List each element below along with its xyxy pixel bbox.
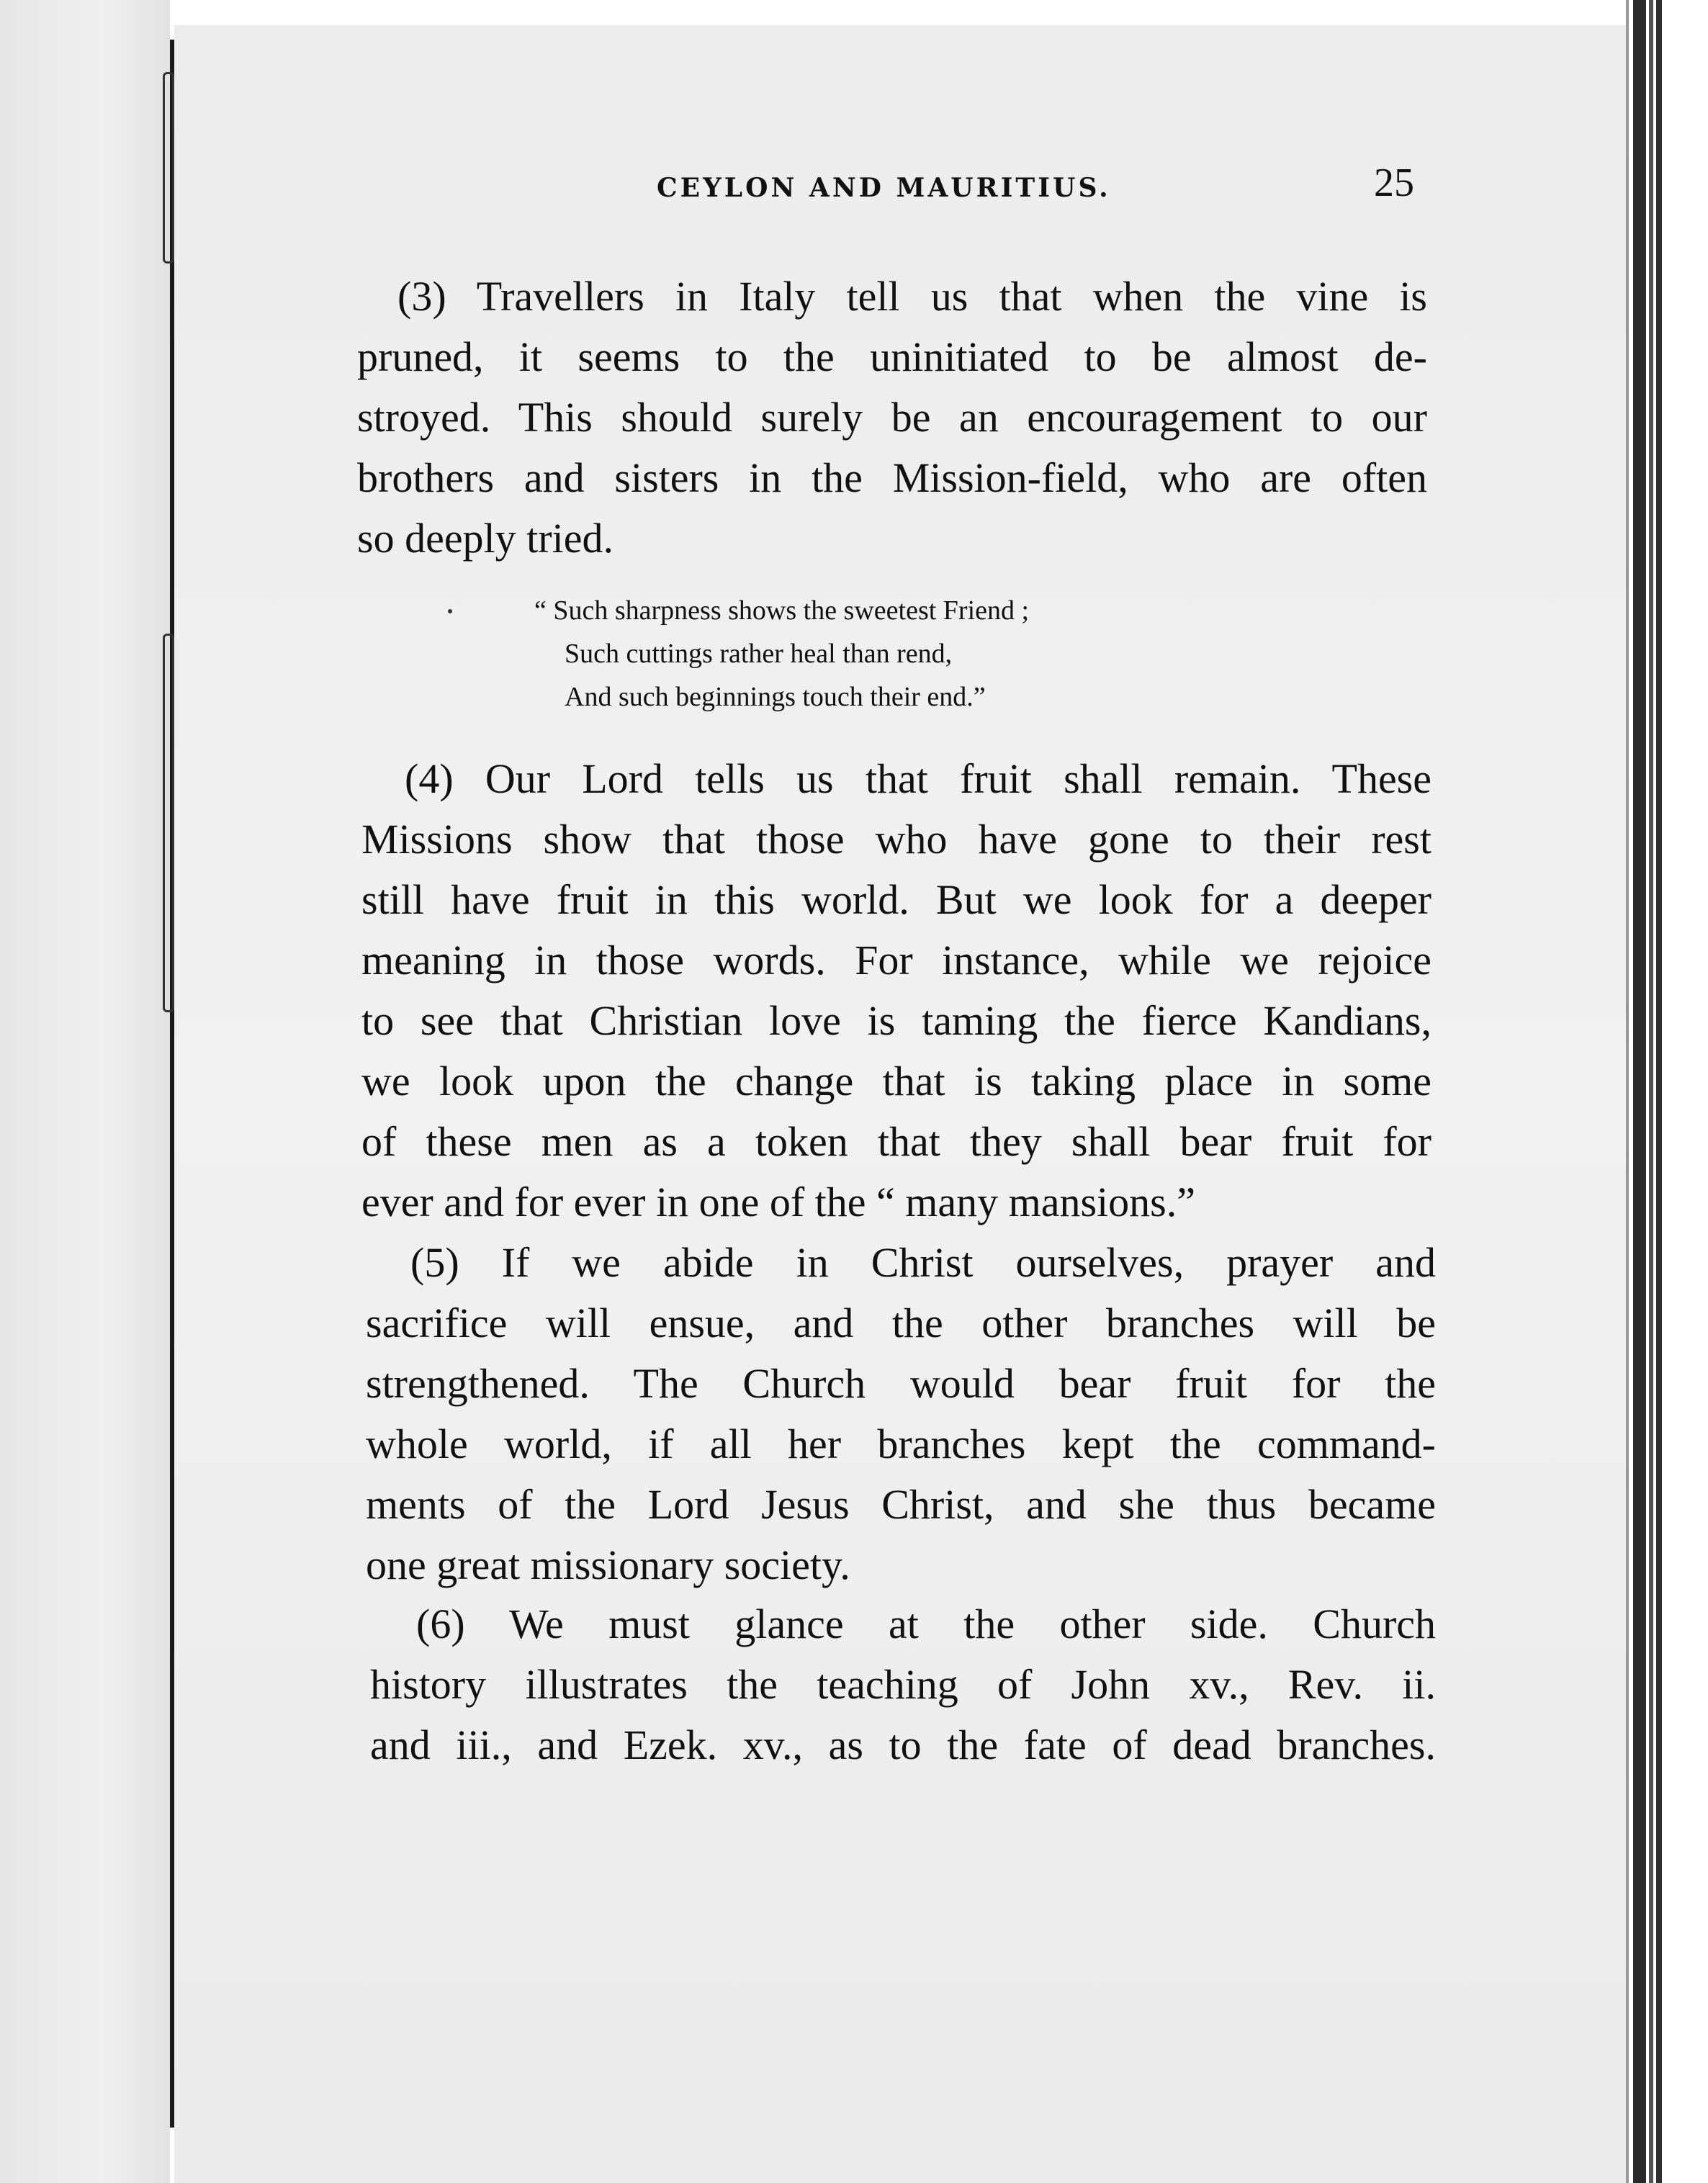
top-margin xyxy=(174,0,1626,25)
text-line: so deeply tried. xyxy=(357,515,613,562)
text-line: sacrifice will ensue, and the other branches will be xyxy=(366,1300,1436,1346)
verse-line: And such beginnings touch their end.” xyxy=(565,682,986,712)
paragraph-3 xyxy=(357,266,1427,569)
text-line: still have fruit in this world. But we look for a deeper xyxy=(361,876,1431,923)
text-line: brothers and sisters in the Mission-field, who are often xyxy=(357,454,1427,501)
page-edge-stripe xyxy=(1633,0,1646,2183)
page-number: 25 xyxy=(1374,161,1414,205)
running-title: CEYLON AND MAURITIUS. xyxy=(657,173,1111,203)
page-edge-stripe xyxy=(1656,0,1662,2183)
paragraph-5 xyxy=(366,1233,1436,1595)
text-line: (4) Our Lord tells us that fruit shall remain. These xyxy=(405,755,1431,802)
text-line: history illustrates the teaching of John xv., Rev. ii. xyxy=(370,1661,1436,1708)
text-line: to see that Christian love is taming the fierce Kandians, xyxy=(361,997,1431,1044)
verse-line: Such cuttings rather heal than rend, xyxy=(565,639,953,669)
verse-line: “ Such sharpness shows the sweetest Friend ; xyxy=(534,595,1030,626)
text-line: Missions show that those who have gone to their rest xyxy=(361,816,1431,863)
text-line: ments of the Lord Jesus Christ, and she thus became xyxy=(366,1481,1436,1528)
text-line: and iii., and Ezek. xv., as to the fate of dead branches. xyxy=(370,1721,1436,1768)
text-line: whole world, if all her branches kept the command- xyxy=(366,1421,1436,1467)
text-line: (3) Travellers in Italy tell us that when the vine is xyxy=(397,273,1427,320)
page-edge-stripe xyxy=(1626,0,1629,2183)
text-line: ever and for ever in one of the “ many mansions.” xyxy=(361,1179,1195,1225)
binding-thread xyxy=(163,634,174,1012)
speck xyxy=(448,609,452,613)
page-edge-stripe xyxy=(1649,0,1653,2183)
text-line: (6) We must glance at the other side. Church xyxy=(416,1601,1436,1647)
text-line: meaning in those words. For instance, while we rejoice xyxy=(361,937,1431,984)
text-line: strengthened. The Church would bear fruit for the xyxy=(366,1360,1436,1407)
text-line: stroyed. This should surely be an encouragement to our xyxy=(357,394,1427,441)
text-line: of these men as a token that they shall bear fruit for xyxy=(361,1118,1431,1165)
text-line: one great missionary society. xyxy=(366,1541,850,1588)
paragraph-6 xyxy=(370,1594,1436,1775)
verse-quote xyxy=(534,589,1029,719)
facing-page-edge xyxy=(0,0,170,2183)
text-line: we look upon the change that is taking place in some xyxy=(361,1058,1431,1104)
text-line: pruned, it seems to the uninitiated to be almost de- xyxy=(357,333,1427,380)
binding-thread xyxy=(163,72,174,264)
paragraph-4 xyxy=(361,749,1431,1233)
text-line: (5) If we abide in Christ ourselves, prayer and xyxy=(410,1239,1436,1286)
